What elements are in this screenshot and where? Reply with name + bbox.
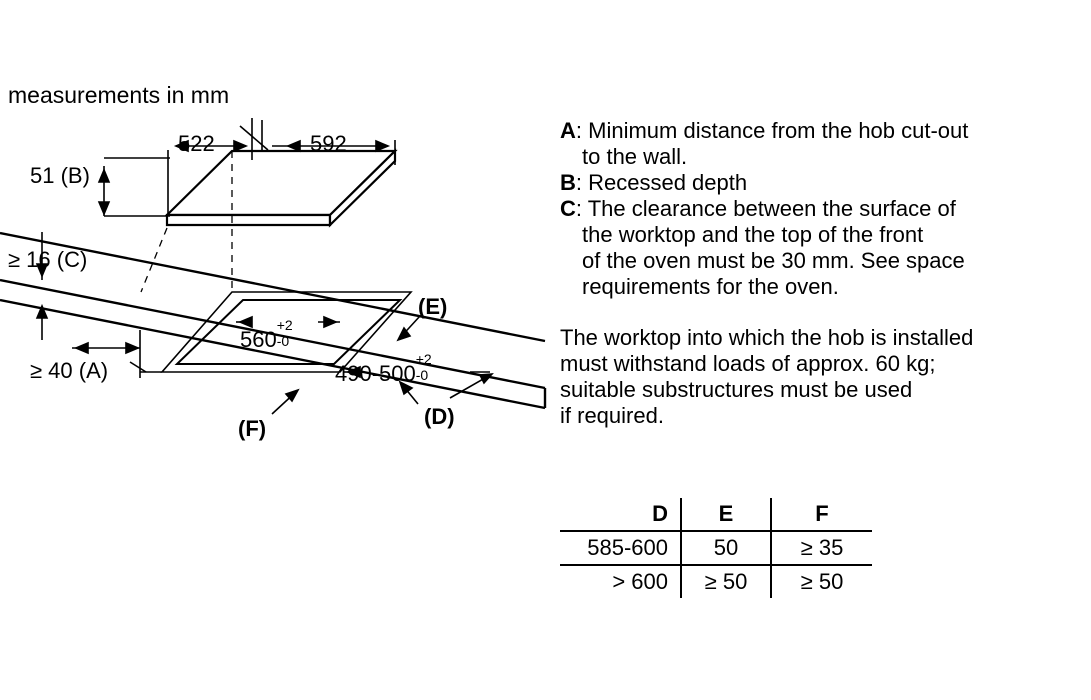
table-row: [560, 565, 872, 598]
legend-text-a-1: : Minimum distance from the hob cut-out: [575, 118, 969, 143]
dimension-label-16-c: ≥ 16 (C): [8, 247, 88, 272]
legend-key-b: B: [560, 170, 576, 195]
note-line-4: if required.: [560, 403, 664, 428]
note-line-2: must withstand loads of approx. 60 kg;: [560, 351, 936, 376]
legend-text-c-3: of the oven must be 30 mm. See space: [582, 248, 965, 273]
tolerance-minus-2: -0: [415, 367, 429, 383]
table-row: [560, 531, 872, 565]
dimension-51-value: 51 (B): [30, 163, 90, 188]
table-cell-e-2: ≥ 50: [681, 565, 771, 598]
callout-label-f: (F): [238, 416, 267, 441]
cutout-width-value: 560: [240, 327, 277, 352]
dimension-label-51-b: [30, 163, 90, 188]
table-header-e: E: [681, 498, 771, 531]
tolerance-minus: -0: [276, 333, 290, 349]
leader-e: [398, 316, 420, 340]
legend-item-a: [560, 118, 1060, 170]
legend-text-c-2: the worktop and the top of the front: [582, 222, 924, 247]
cutout-width-tolerance: [276, 317, 303, 349]
legend-item-b: [560, 170, 1060, 196]
table-cell-d-1: 585-600: [560, 531, 681, 565]
tolerance-plus: +2: [276, 317, 293, 333]
table-header-d: D: [560, 498, 681, 531]
dimension-label-560: [240, 317, 303, 352]
callout-label-d: (D): [424, 404, 455, 429]
table-cell-d-2: > 600: [612, 569, 668, 594]
legend-item-c: [560, 196, 1060, 300]
dimension-51-b: [99, 158, 170, 216]
table-cell-f-1: ≥ 35: [771, 531, 872, 565]
legend-text-a-2: to the wall.: [582, 144, 688, 169]
table-cell-e-1: 50: [681, 531, 771, 565]
clearance-table: [560, 498, 872, 598]
hob-plate-shape: [167, 151, 395, 225]
legend-text-c-4: requirements for the oven.: [582, 274, 839, 299]
dimension-label-490-500: [335, 351, 442, 386]
cutout-depth-tolerance: [415, 351, 442, 383]
legend-key-c: C: [560, 196, 576, 221]
legend-text-c-1: : The clearance between the surface of: [575, 196, 956, 221]
legend-key-a: A: [560, 118, 576, 143]
dimension-label-592: 592: [310, 131, 347, 156]
table-header-row: [560, 498, 872, 531]
dimension-label-40-a: ≥ 40 (A): [30, 358, 109, 383]
dimension-label-522: 522: [178, 131, 215, 156]
table-header-f: F: [771, 498, 872, 531]
note-line-1: The worktop into which the hob is installed: [560, 325, 974, 350]
worktop-note: [560, 325, 1060, 429]
table-cell-f-2: ≥ 50: [771, 565, 872, 598]
leader-f: [272, 390, 298, 414]
units-note: measurements in mm: [8, 82, 230, 108]
cutout-depth-value: 490-500: [335, 361, 416, 386]
legend-text-b-1: : Recessed depth: [575, 170, 748, 195]
callout-label-e: (E): [418, 294, 448, 319]
note-line-3: suitable substructures must be used: [560, 377, 913, 402]
legend-block: [560, 118, 1060, 300]
tolerance-plus-2: +2: [415, 351, 432, 367]
